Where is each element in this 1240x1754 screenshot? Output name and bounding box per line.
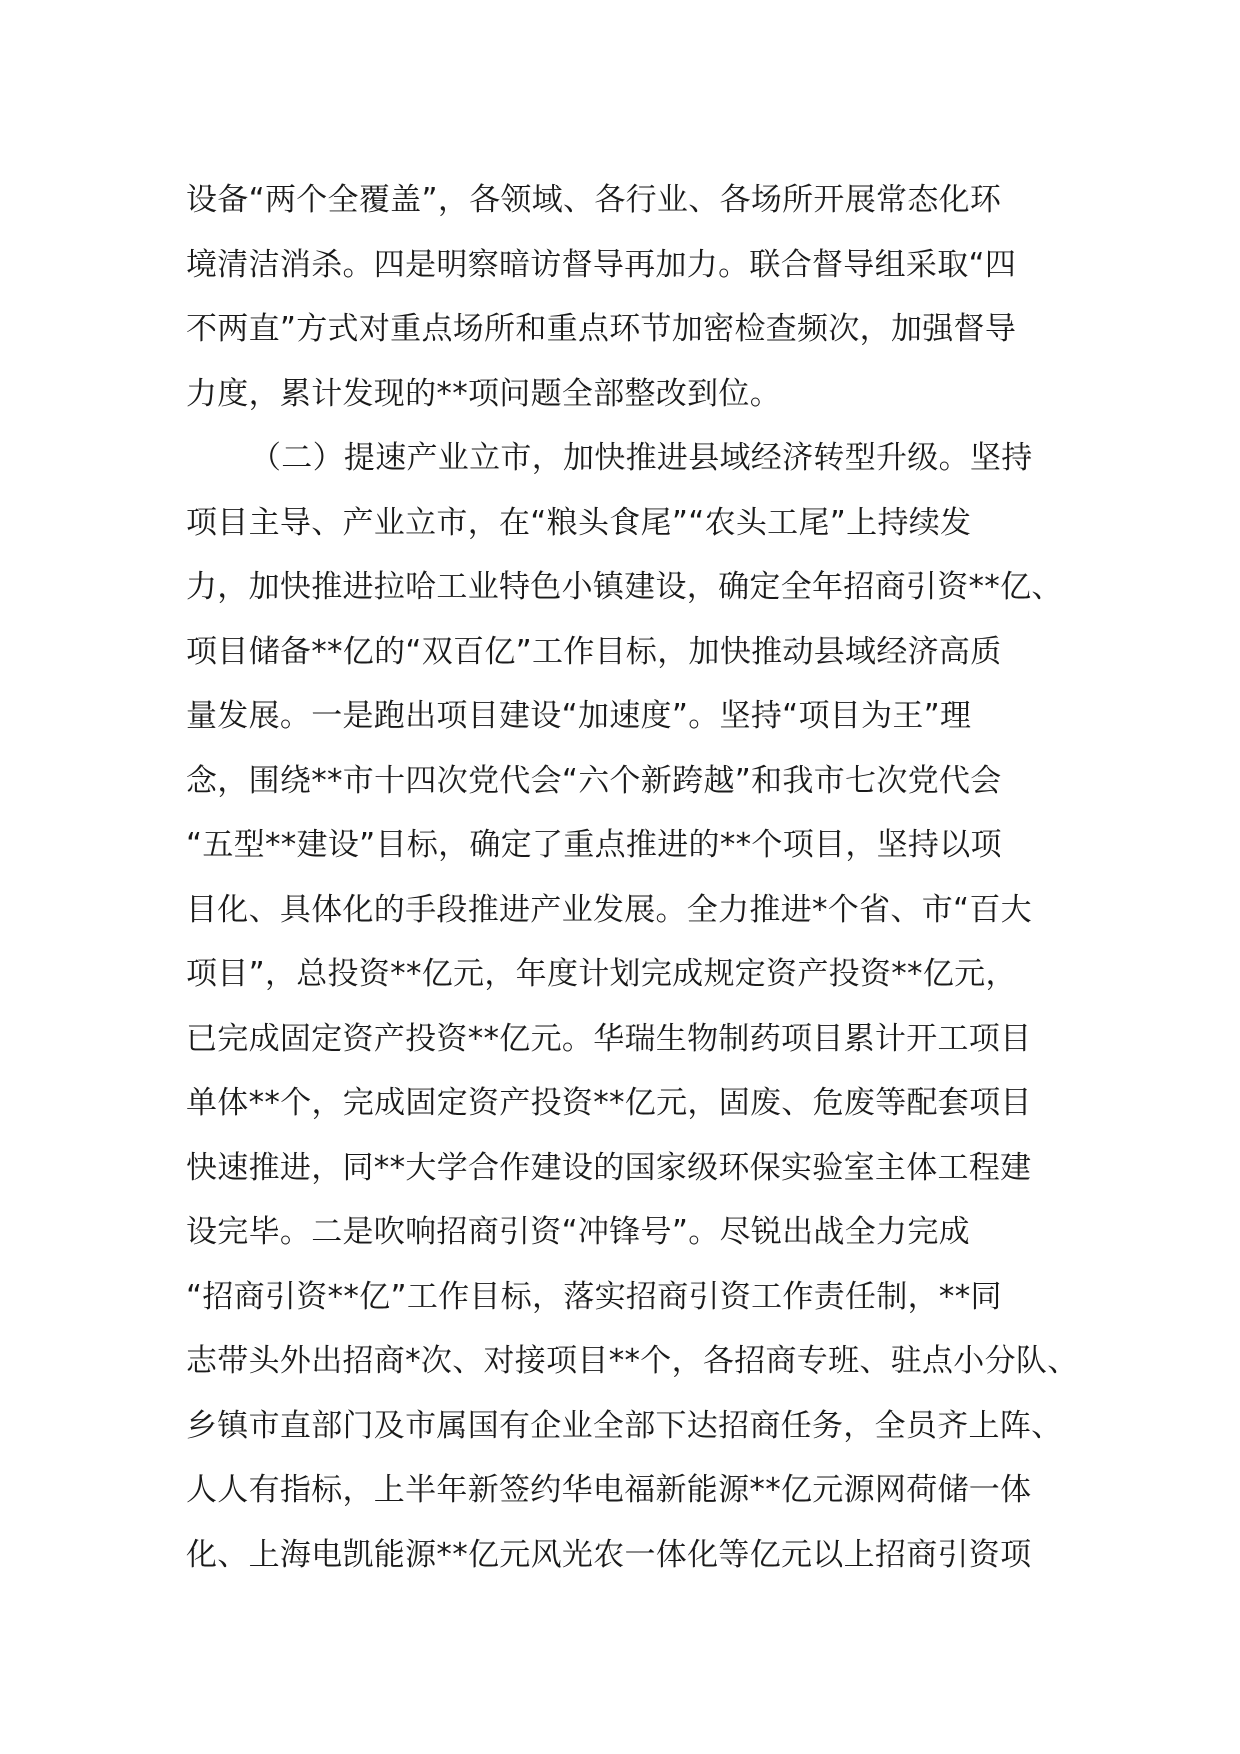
text-line: 境清洁消杀。四是明察暗访督导再加力。联合督导组采取“四 <box>186 246 1017 283</box>
text-line: 念，围绕**市十四次党代会“六个新跨越”和我市七次党代会 <box>186 762 1002 799</box>
body-text <box>186 168 1086 1587</box>
text-line: 已完成固定资产投资**亿元。华瑞生物制药项目累计开工项目 <box>186 1020 1032 1057</box>
text-line: 量发展。一是跑出项目建设“加速度”。坚持“项目为王”理 <box>186 698 972 734</box>
text-line: 志带头外出招商*次、对接项目**个，各招商专班、驻点小分队、 <box>186 1343 1079 1379</box>
text-line: 单体**个，完成固定资产投资**亿元，固废、危废等配套项目 <box>186 1085 1032 1121</box>
text-line: 项目主导、产业立市，在“粮头食尾”“农头工尾”上持续发 <box>186 504 972 541</box>
text-line: 化、上海电凯能源**亿元风光农一体化等亿元以上招商引资项 <box>186 1536 1032 1573</box>
text-line: 快速推进，同**大学合作建设的国家级环保实验室主体工程建 <box>186 1149 1032 1186</box>
text-line: 项目”，总投资**亿元，年度计划完成规定资产投资**亿元， <box>186 956 1017 992</box>
text-line: 力度，累计发现的**项问题全部整改到位。 <box>186 375 781 412</box>
text-line: 力，加快推进拉哈工业特色小镇建设，确定全年招商引资**亿、 <box>186 569 1063 605</box>
text-line: “五型**建设”目标，确定了重点推进的**个项目，坚持以项 <box>186 827 1002 863</box>
text-line: 项目储备**亿的“双百亿”工作目标，加快推动县域经济高质 <box>186 633 1002 670</box>
text-line: 人人有指标，上半年新签约华电福新能源**亿元源网荷储一体 <box>186 1472 1032 1508</box>
text-line: 设完毕。二是吹响招商引资“冲锋号”。尽锐出战全力完成 <box>186 1214 970 1250</box>
text-line: “招商引资**亿”工作目标，落实招商引资工作责任制，**同 <box>186 1278 1002 1315</box>
text-line: 不两直”方式对重点场所和重点环节加密检查频次，加强督导 <box>186 311 1017 347</box>
section-heading-line: （二）提速产业立市，加快推进县域经济转型升级。坚持 <box>250 440 1033 476</box>
text-line: 目化、具体化的手段推进产业发展。全力推进*个省、市“百大 <box>186 891 1032 928</box>
text-line: 设备“两个全覆盖”，各领域、各行业、各场所开展常态化环 <box>186 182 1002 218</box>
text-line: 乡镇市直部门及市属国有企业全部下达招商任务，全员齐上阵、 <box>186 1407 1063 1444</box>
